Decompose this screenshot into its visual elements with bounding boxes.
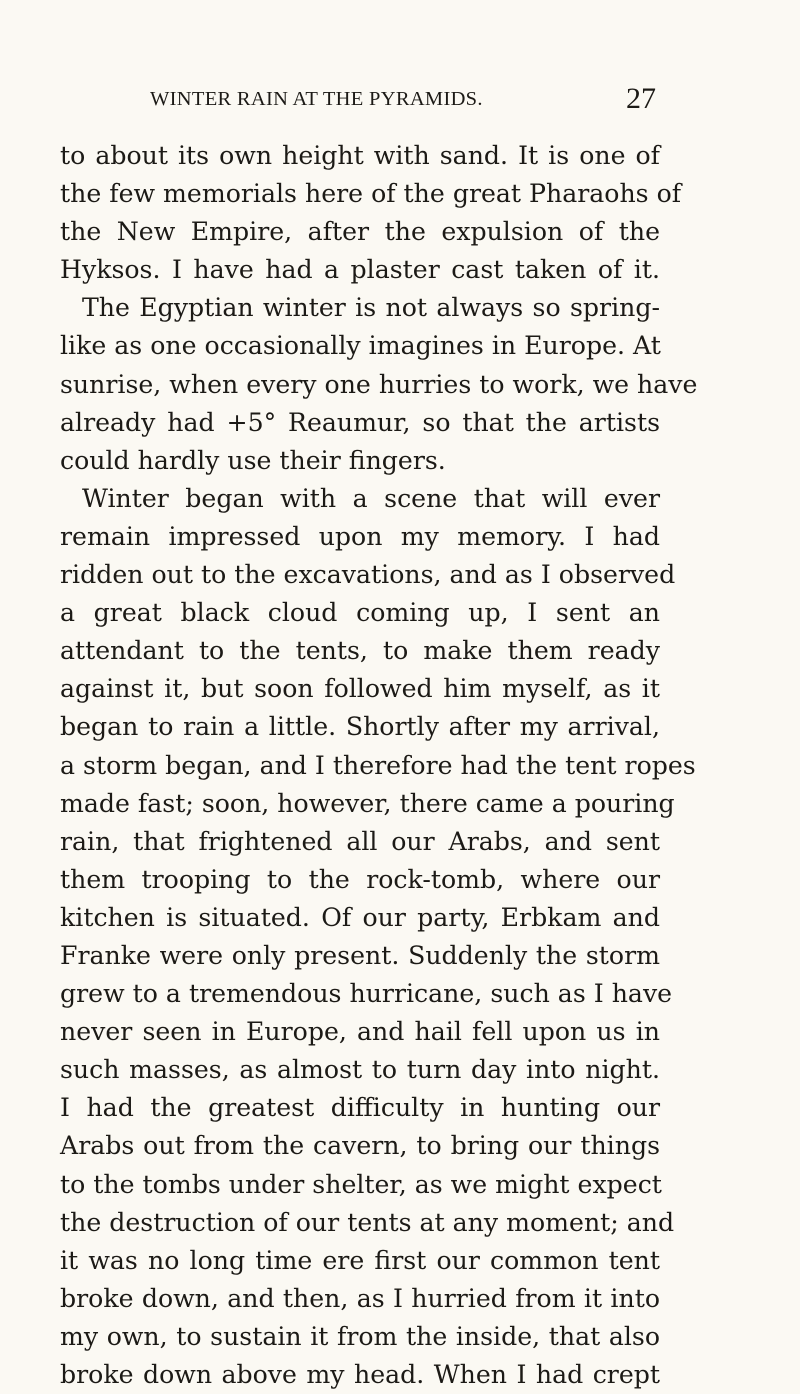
text-line: a storm began, and I therefore had the tent ropes — [60, 750, 696, 780]
text-line: remain impressed upon my memory. I had — [60, 521, 660, 551]
text-line: made fast; soon, however, there came a pouring — [60, 788, 675, 818]
text-line: kitchen is situated. Of our party, Erbkam and — [60, 902, 660, 932]
text-line: it was no long time ere first our common tent — [60, 1245, 660, 1275]
text-line: the destruction of our tents at any moment; and — [60, 1207, 675, 1237]
running-head — [60, 82, 660, 116]
body-text — [60, 137, 698, 1394]
page-number: 27 — [626, 82, 656, 115]
text-line: my own, to sustain it from the inside, that also — [60, 1321, 660, 1351]
text-line: never seen in Europe, and hail fell upon us in — [60, 1017, 660, 1047]
text-line: The Egyptian winter is not always so spring- — [82, 293, 660, 323]
text-line: to about its own height with sand. It is one of — [60, 141, 660, 170]
text-line: Franke were only present. Suddenly the storm — [60, 940, 660, 970]
text-line: Winter began with a scene that will ever — [82, 483, 660, 513]
text-line: rain, that frightened all our Arabs, and sent — [60, 826, 660, 856]
text-line: Hyksos. I have had a plaster cast taken of it. — [60, 255, 660, 285]
text-line: I had the greatest difficulty in hunting our — [60, 1093, 660, 1123]
text-line: could hardly use their fingers. — [60, 445, 446, 475]
text-line: began to rain a little. Shortly after my arrival, — [60, 712, 660, 742]
text-line: broke down above my head. When I had crept — [60, 1360, 660, 1389]
text-line: a great black cloud coming up, I sent an — [60, 598, 660, 628]
text-line: to the tombs under shelter, as we might expect — [60, 1169, 662, 1199]
text-line: them trooping to the rock-tomb, where our — [60, 864, 660, 894]
text-line: such masses, as almost to turn day into night. — [60, 1055, 660, 1085]
text-line: sunrise, when every one hurries to work, we have — [60, 369, 698, 399]
text-line: grew to a tremendous hurricane, such as I have — [60, 979, 673, 1009]
text-line: attendant to the tents, to make them ready — [60, 636, 660, 666]
text-line: broke down, and then, as I hurried from it into — [60, 1283, 660, 1313]
text-line: the few memorials here of the great Pharaohs of — [60, 179, 682, 209]
text-line: like as one occasionally imagines in Europe. At — [60, 331, 661, 361]
text-line: ridden out to the excavations, and as I observed — [60, 560, 676, 590]
text-line: already had +5° Reaumur, so that the artists — [60, 407, 660, 437]
text-line: the New Empire, after the expulsion of the — [60, 217, 660, 247]
text-line: against it, but soon followed him myself, as it — [60, 674, 660, 704]
text-line: Arabs out from the cavern, to bring our things — [60, 1131, 660, 1161]
running-title: WINTER RAIN AT THE PYRAMIDS. — [150, 88, 483, 110]
